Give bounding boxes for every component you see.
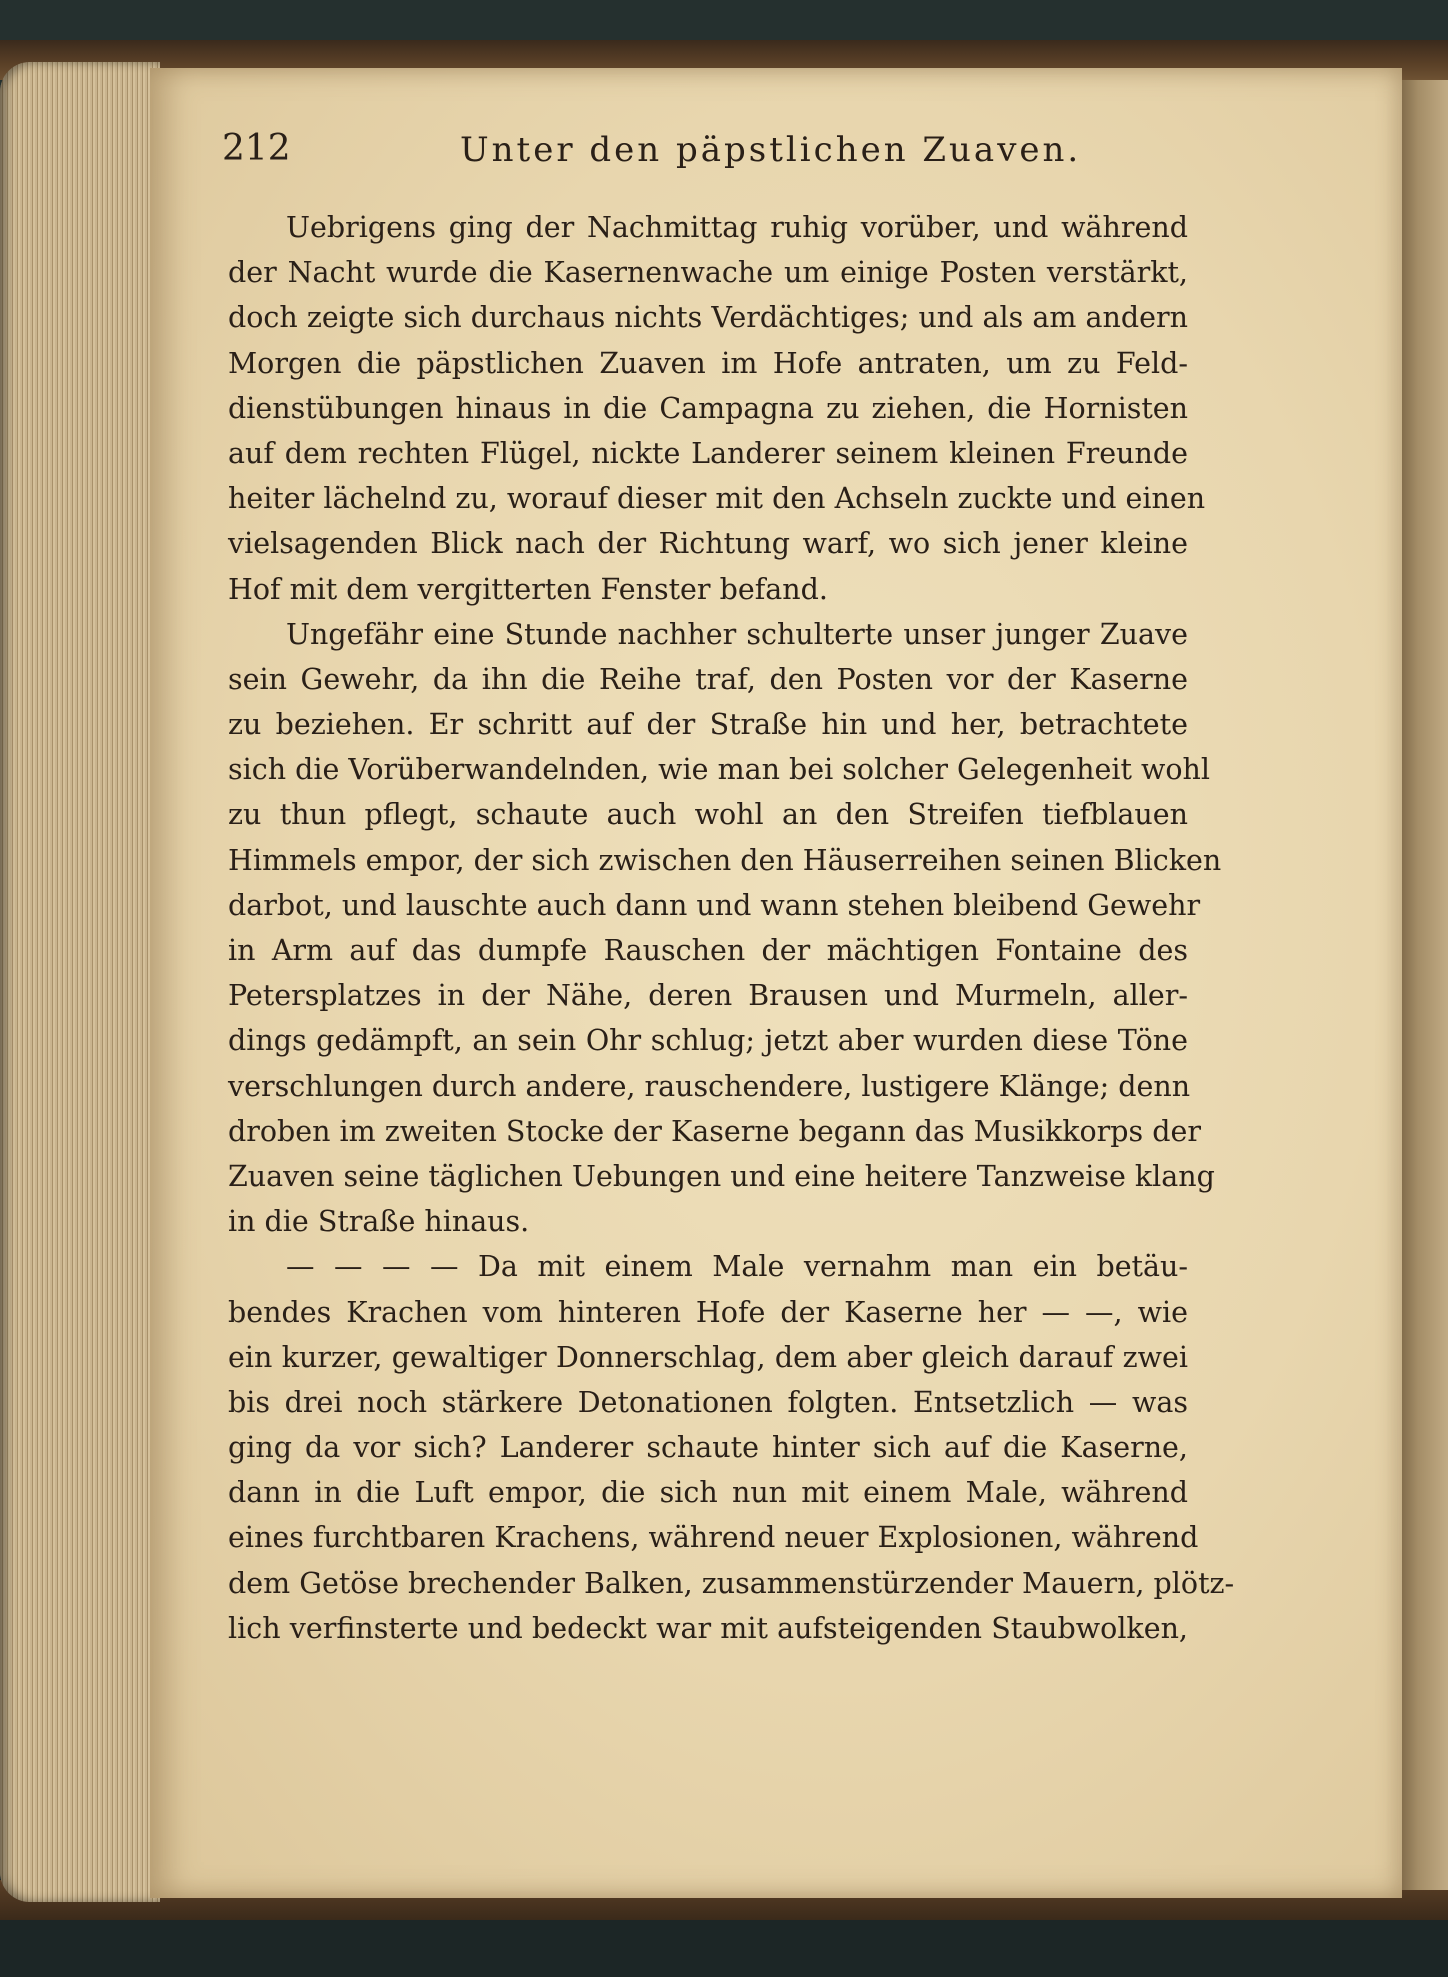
text-line: doch zeigte sich durchaus nichts Verdächtiges; und als am andern — [228, 301, 1188, 335]
page-number: 212 — [222, 128, 291, 169]
text-line: sich die Vorüberwandelnden, wie man bei solcher Gelegenheit wohl — [228, 753, 1211, 787]
text-line: verschlungen durch andere, rauschendere, lustigere Klänge; denn — [228, 1069, 1191, 1103]
text-line: sein Gewehr, da ihn die Reihe traf, den Posten vor der Kaserne — [228, 662, 1188, 696]
text-line: Zuaven seine täglichen Uebungen und eine heitere Tanzweise klang — [228, 1159, 1215, 1193]
text-line: darbot, und lauschte auch dann und wann stehen bleibend Gewehr — [228, 888, 1201, 922]
text-line: droben im zweiten Stocke der Kaserne begann das Musikkorps der — [228, 1114, 1201, 1148]
text-line: dem Getöse brechender Balken, zusammenstürzender Mauern, plötz- — [228, 1566, 1235, 1600]
text-line: dann in die Luft empor, die sich nun mit einem Male, während — [228, 1476, 1188, 1510]
text-line: zu beziehen. Er schritt auf der Straße hin und her, betrachtete — [228, 708, 1188, 742]
text-line: ging da vor sich? Landerer schaute hinter sich auf die Kaserne, — [228, 1431, 1188, 1465]
text-line: Himmels empor, der sich zwischen den Häuserreihen seinen Blicken — [228, 843, 1222, 877]
text-line: lich verfinsterte und bedeckt war mit aufsteigenden Staubwolken, — [228, 1611, 1188, 1645]
text-line: bis drei noch stärkere Detonationen folgten. Entsetzlich — was — [228, 1385, 1188, 1419]
next-page-edge — [1398, 80, 1448, 1890]
text-line: auf dem rechten Flügel, nickte Landerer seinem kleinen Freunde — [228, 436, 1188, 470]
text-line: eines furchtbaren Krachens, während neuer Explosionen, während — [228, 1521, 1199, 1555]
page-header — [222, 128, 1122, 188]
text-body — [228, 205, 1235, 1651]
text-line: Morgen die päpstlichen Zuaven im Hofe antraten, um zu Feld- — [228, 346, 1188, 380]
paragraph — [228, 205, 1206, 612]
text-line: dienstübungen hinaus in die Campagna zu ziehen, die Hornisten — [228, 391, 1188, 425]
text-line: bendes Krachen vom hinteren Hofe der Kaserne her — —, wie — [228, 1295, 1188, 1329]
text-line: heiter lächelnd zu, worauf dieser mit den Achseln zuckte und einen — [228, 482, 1206, 516]
text-line: Hof mit dem vergitterten Fenster befand. — [228, 572, 828, 606]
text-line: der Nacht wurde die Kasernenwache um einige Posten verstärkt, — [228, 256, 1188, 290]
text-line: Uebrigens ging der Nachmittag ruhig vorüber, und während — [286, 211, 1188, 244]
text-line: Petersplatzes in der Nähe, deren Brausen und Murmeln, aller- — [228, 979, 1188, 1013]
text-line: vielsagenden Blick nach der Richtung warf, wo sich jener kleine — [228, 527, 1188, 561]
paragraph — [228, 1244, 1235, 1651]
text-line: zu thun pflegt, schaute auch wohl an den Streifen tiefblauen — [228, 798, 1188, 832]
text-line: ein kurzer, gewaltiger Donnerschlag, dem aber gleich darauf zwei — [228, 1340, 1188, 1374]
text-line: dings gedämpft, an sein Ohr schlug; jetzt aber wurden diese Töne — [228, 1024, 1188, 1058]
running-head: Unter den päpstlichen Zuaven. — [460, 130, 1082, 170]
page-stack-edges — [0, 62, 160, 1902]
text-line: — — — — Da mit einem Male vernahm man ein betäu- — [286, 1250, 1188, 1284]
text-line: in die Straße hinaus. — [228, 1205, 530, 1239]
text-line: in Arm auf das dumpfe Rauschen der mächtigen Fontaine des — [228, 934, 1188, 967]
paragraph — [228, 612, 1222, 1245]
text-line: Ungefähr eine Stunde nachher schulterte unser junger Zuave — [286, 617, 1188, 651]
